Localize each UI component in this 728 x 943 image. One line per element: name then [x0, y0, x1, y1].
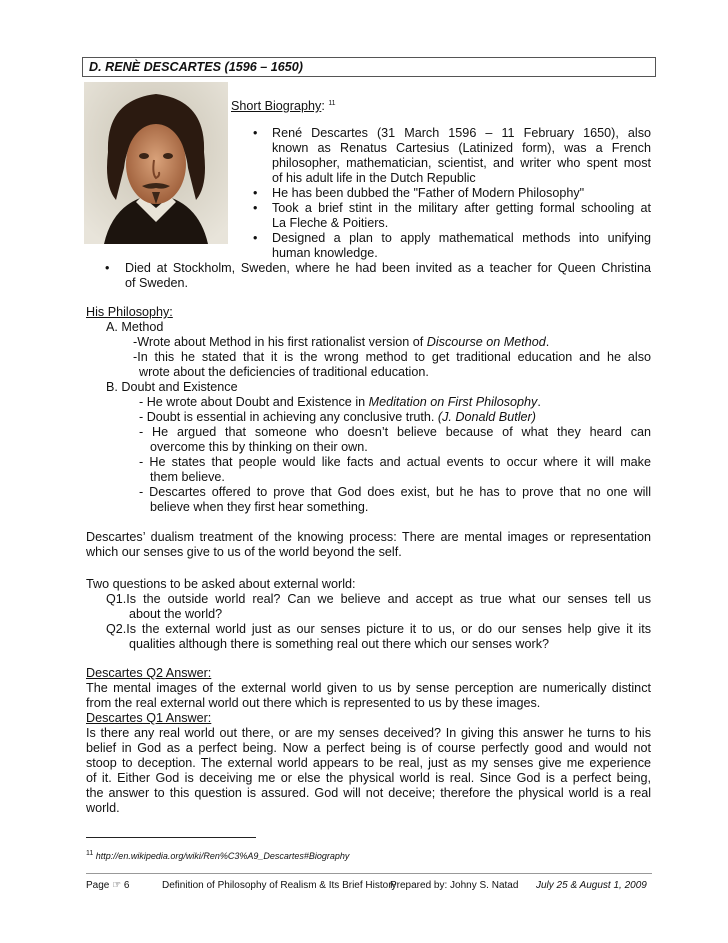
dualism-line: Descartes’ dualism treatment of the knowing process: There are mental images or representation [86, 530, 651, 544]
bio-line: human knowledge. [272, 246, 378, 260]
footer-rule [86, 873, 652, 874]
doubt-book-title: Meditation on First Philosophy [368, 395, 538, 409]
doubt-line: them believe. [150, 470, 225, 484]
bio-footnote-ref: 11 [328, 100, 336, 107]
bullet-icon: • [105, 261, 110, 275]
doubt-heading: B. Doubt and Existence [106, 380, 238, 394]
q2-answer-title: Descartes Q2 Answer: [86, 666, 212, 680]
footnote-separator [86, 837, 256, 838]
footer-author: Prepared by: Johny S. Natad [390, 880, 519, 891]
bio-line: La Fleche & Poitiers. [272, 216, 389, 230]
bio-line: philosopher, mathematician, scientist, and writer who spent most [272, 156, 651, 170]
philosophy-title: His Philosophy: [86, 305, 173, 319]
bio-line: René Descartes (31 March 1596 – 11 February 1650), also [272, 126, 651, 140]
method-text-end: . [545, 335, 550, 349]
question-line: Q2.Is the external world just as our senses picture it to us, or do our senses help give it its [106, 622, 651, 636]
bullet-icon: • [253, 231, 258, 245]
footer-date: July 25 & August 1, 2009 [536, 880, 647, 891]
doubt-line: - He argued that someone who doesn’t believe because of what they heard can [139, 425, 651, 439]
q1-answer-line: of it. Either God is deceiving me or else the physical world is real. Since God is a perfect being, [86, 771, 651, 785]
doubt-line: - Descartes offered to prove that God does exist, but he has to prove that no one will [139, 485, 651, 499]
doubt-line: believe when they first hear something. [150, 500, 369, 514]
bio-title-colon: : [321, 99, 325, 114]
q1-answer-title: Descartes Q1 Answer: [86, 711, 212, 725]
section-heading: D. RENÈ DESCARTES (1596 – 1650) [82, 57, 656, 77]
footnote-number: 11 [86, 850, 94, 857]
doubt-text: - Doubt is essential in achieving any conclusive truth. [139, 410, 438, 424]
bio-line: Died at Stockholm, Sweden, where he had been invited as a teacher for Queen Christina [125, 261, 651, 275]
bio-line: known as Renatus Cartesius (Latinized form), was a French [272, 141, 651, 155]
bio-title [231, 96, 336, 114]
q1-answer-line: the answer to this question is assured. God will not deceive; therefore the physical world is a real [86, 786, 651, 800]
footnote [86, 846, 349, 864]
method-line: wrote about the deficiencies of traditional education. [139, 365, 429, 379]
q1-answer-line: stoop to deception. The external world appears to be real, just as my senses give me experience [86, 756, 651, 770]
q2-answer-line: from the real external world out there which is represented to us by these images. [86, 696, 541, 710]
doubt-citation: (J. Donald Butler) [437, 410, 536, 424]
doubt-text-end: . [537, 395, 541, 409]
bio-line: He has been dubbed the "Father of Modern Philosophy" [272, 186, 585, 200]
method-line [133, 335, 549, 350]
question-line: Q1.Is the outside world real? Can we believe and accept as true what our senses tell us [106, 592, 651, 606]
doubt-text: - He wrote about Doubt and Existence in [139, 395, 369, 409]
doubt-line: overcome this by thinking on their own. [150, 440, 368, 454]
bullet-icon: • [253, 126, 258, 140]
q1-answer-line: world. [86, 801, 120, 815]
doubt-line [139, 410, 536, 425]
descartes-portrait [84, 82, 228, 244]
question-line: about the world? [129, 607, 223, 621]
bullet-icon: • [253, 186, 258, 200]
q2-answer-line: The mental images of the external world given to us by sense perception are numerically distinct [86, 681, 651, 695]
questions-intro: Two questions to be asked about external world: [86, 577, 356, 591]
footer-page: Page ☞ 6 [86, 880, 130, 891]
doubt-line: - He states that people would like facts and actual events to occur where it will make [139, 455, 651, 469]
question-line: qualities although there is something real out there which our senses work? [129, 637, 550, 651]
footer-title: Definition of Philosophy of Realism & Its Brief History [162, 880, 397, 891]
method-book-title: Discourse on Method [426, 335, 546, 349]
bullet-icon: • [253, 201, 258, 215]
bio-line: Designed a plan to apply mathematical methods into unifying [272, 231, 651, 245]
bio-line: of Sweden. [125, 276, 189, 290]
q1-answer-line: Is there any real world out there, or are my senses deceived? In giving this answer he turns to his [86, 726, 651, 740]
doubt-line [139, 395, 541, 410]
bio-line: of his adult life in the Dutch Republic [272, 171, 476, 185]
method-heading: A. Method [106, 320, 164, 334]
q1-answer-line: belief in God as a perfect being. Now a perfect being is of course perfectly good and would not [86, 741, 651, 755]
dualism-line: which our senses give to us of the world beyond the self. [86, 545, 402, 559]
method-line: -In this he stated that it is the wrong method to get traditional education and he also [133, 350, 651, 364]
bio-line: Took a brief stint in the military after getting formal schooling at [272, 201, 651, 215]
footnote-url[interactable]: http://en.wikipedia.org/wiki/Ren%C3%A9_Descartes#Biography [95, 851, 350, 861]
method-text: -Wrote about Method in his first rationalist version of [133, 335, 427, 349]
bio-title-text: Short Biography [231, 99, 322, 114]
